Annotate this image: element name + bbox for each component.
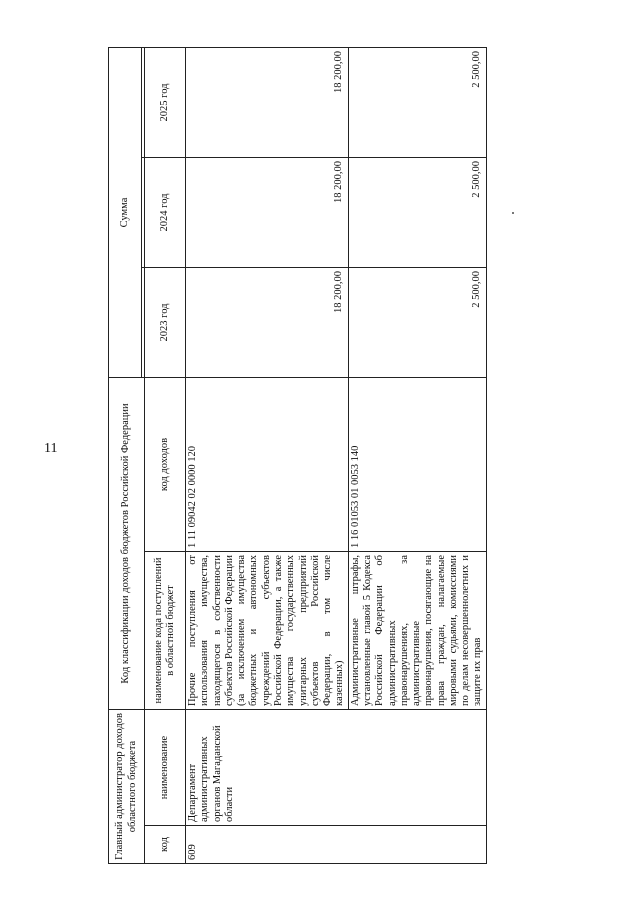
header-code: код — [145, 826, 186, 864]
amount-2024: 18 200,00 — [186, 157, 349, 267]
header-kbk-group: Код классификации доходов бюджетов Российской Федерации — [109, 377, 145, 709]
header-year-2024: 2024 год — [145, 157, 186, 267]
admin-code: 609 — [186, 826, 487, 864]
amount-2025: 2 500,00 — [348, 47, 486, 157]
header-income-name: наименование кода поступлений в областной бюджет — [145, 552, 186, 710]
amount-2024: 2 500,00 — [348, 157, 486, 267]
amount-2023: 18 200,00 — [186, 267, 349, 377]
income-description: Административные штрафы, установленные главой 5 Кодекса Российской Федерации об административных правонарушениях, за административные правонарушения, посягающие на права граждан, налагаемые мировыми судьями, комиссиями по делам несовершеннолетних и защите их прав — [348, 552, 486, 710]
header-year-2023: 2023 год — [145, 267, 186, 377]
admin-name: Департамент административных органов Магаданской области — [186, 710, 487, 826]
revenue-table — [108, 47, 487, 864]
amount-2023: 2 500,00 — [348, 267, 486, 377]
header-admin-group: Главный администратор доходов областного бюджета — [109, 710, 145, 864]
header-sum-group: Сумма — [109, 47, 142, 377]
page-number: 11 — [44, 441, 58, 456]
income-code: 1 11 09042 02 0000 120 — [186, 377, 349, 551]
table-row — [186, 47, 349, 863]
header-name: наименование — [145, 710, 186, 826]
scan-speck — [512, 212, 514, 214]
amount-2025: 18 200,00 — [186, 47, 349, 157]
header-year-2025: 2025 год — [145, 47, 186, 157]
income-description: Прочие поступления от использования имущества, находящегося в собственности субъектов Российской Федерации (за исключением имущества бюджетных и автономных учреждений субъектов Российской Федерации, а также имущества государственных унитарных предприятий субъектов Российской Федерации, в том числе казенных) — [186, 552, 349, 710]
revenue-table-rotated — [108, 48, 484, 864]
header-income-code: код доходов — [145, 377, 186, 551]
income-code: 1 16 01053 01 0053 140 — [348, 377, 486, 551]
